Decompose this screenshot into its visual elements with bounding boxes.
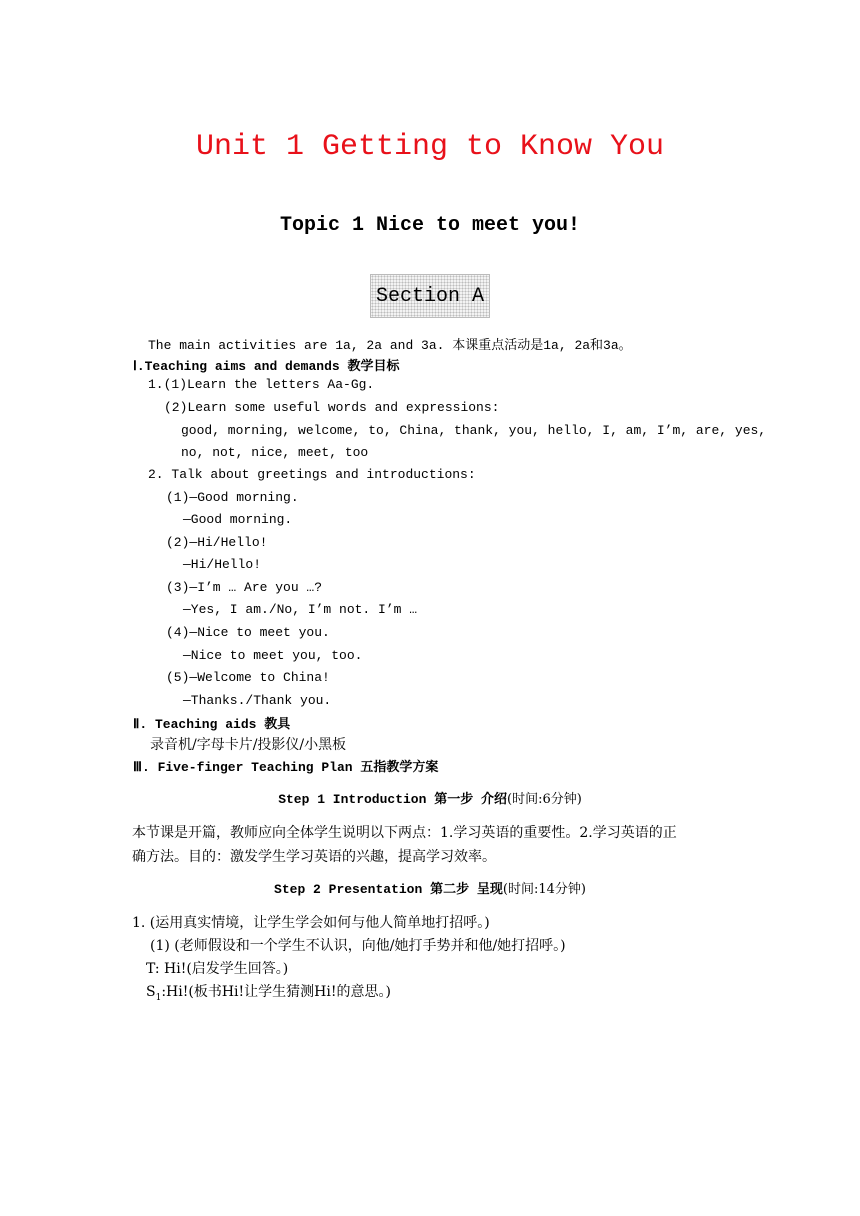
document-title: Unit 1 Getting to Know You <box>195 130 665 164</box>
step2-heading <box>0 878 860 897</box>
dialog-3a: (3)—I’m … Are you …? <box>166 580 323 595</box>
section-label: Section A <box>375 284 485 308</box>
dialog-5b: —Thanks./Thank you. <box>183 693 332 708</box>
step2-line-2: (1) (老师假设和一个学生不认识，向他/她打手势并和他/她打招呼。) <box>150 938 566 954</box>
intro-line: The main activities are 1a, 2a and 3a. 本课重点活动是1a, 2a和3a。 <box>148 338 632 353</box>
aids-heading: Ⅱ. Teaching aids 教具 <box>133 717 291 732</box>
dialog-2b: —Hi/Hello! <box>183 557 262 572</box>
aims-words-1: good, morning, welcome, to, China, thank, you, hello, I, am, I’m, are, yes, <box>181 423 767 438</box>
aims-line-2: (2)Learn some useful words and expressions: <box>164 400 500 415</box>
dialog-4a: (4)—Nice to meet you. <box>166 625 330 640</box>
aids-body: 录音机/字母卡片/投影仪/小黑板 <box>150 737 347 753</box>
step1-title: Step 1 Introduction 第一步 介绍 <box>278 792 508 807</box>
step2-line-4-text: :Hi!(板书Hi!让学生猜测Hi!的意思。) <box>161 984 391 1000</box>
dialog-1a: (1)—Good morning. <box>166 490 299 505</box>
step2-line-3: T: Hi!(启发学生回答。) <box>146 961 289 977</box>
step1-body-1: 本节课是开篇，教师应向全体学生说明以下两点：1.学习英语的重要性。2.学习英语的正 <box>132 825 677 841</box>
step1-body-2: 确方法。目的：激发学生学习英语的兴趣，提高学习效率。 <box>132 849 496 865</box>
step2-time: (时间:14分钟) <box>502 882 586 897</box>
topic-heading: Topic 1 Nice to meet you! <box>279 214 581 237</box>
aims-line-talk: 2. Talk about greetings and introductions: <box>148 467 476 482</box>
student-number: 1 <box>155 992 162 1003</box>
aims-line-1: 1.(1)Learn the letters Aa-Gg. <box>148 377 375 392</box>
step1-heading <box>0 788 860 807</box>
plan-heading: Ⅲ. Five-finger Teaching Plan 五指教学方案 <box>133 760 439 775</box>
step2-line-4 <box>146 981 391 1003</box>
dialog-2a: (2)—Hi/Hello! <box>166 535 268 550</box>
aims-heading: Ⅰ.Teaching aims and demands 教学目标 <box>133 359 400 374</box>
dialog-5a: (5)—Welcome to China! <box>166 670 330 685</box>
section-label-box <box>370 274 490 318</box>
aims-words-2: no, not, nice, meet, too <box>181 445 369 460</box>
dialog-3b: —Yes, I am./No, I’m not. I’m … <box>183 602 418 617</box>
dialog-1b: —Good morning. <box>183 512 293 527</box>
step2-title: Step 2 Presentation 第二步 呈现 <box>274 882 503 897</box>
student-label: S <box>146 984 156 1000</box>
step2-line-1: 1. (运用真实情境，让学生学会如何与他人简单地打招呼。) <box>132 915 490 931</box>
dialog-4b: —Nice to meet you, too. <box>183 648 363 663</box>
step1-time: (时间:6分钟) <box>507 792 582 807</box>
